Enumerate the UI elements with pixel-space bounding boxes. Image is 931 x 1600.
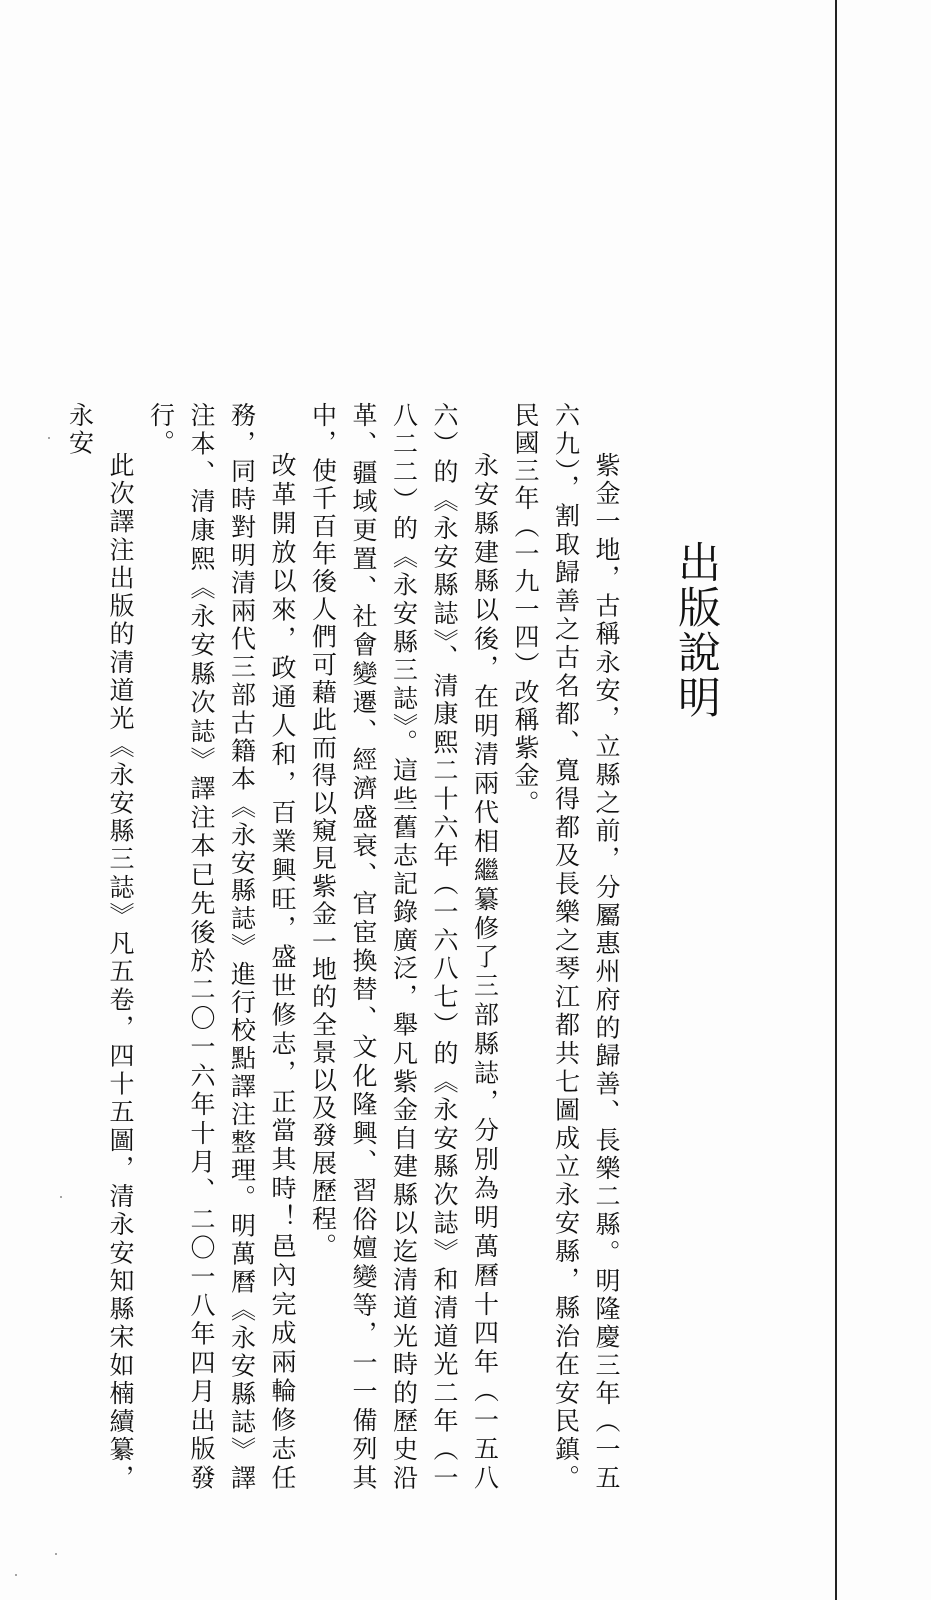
scan-speck [60, 1196, 62, 1198]
body-text [65, 402, 626, 1492]
page-title: 出版說明 [671, 540, 721, 720]
scan-speck [15, 1574, 17, 1576]
scan-speck [55, 1553, 57, 1555]
paragraph-1: 紫金一地，古稱永安，立縣之前，分屬惠州府的歸善、長樂二縣。明隆慶三年（一五六九），割取歸善之古名都、寬得都及長樂之琴江都共七圖成立永安縣，縣治在安民鎮。民國三年（一九一四）改稱紫金。 [511, 402, 621, 1492]
paragraph-4: 此次譯注出版的清道光《永安縣三誌》凡五卷，四十五圖，清永安知縣宋如楠續纂，永安 [65, 402, 135, 1492]
scan-speck [48, 437, 50, 439]
paragraph-2: 永安縣建縣以後，在明清兩代相繼纂修了三部縣誌，分別為明萬曆十四年（一五八六）的《永安縣誌》、清康熙二十六年（一六八七）的《永安縣次誌》和清道光二年（一八二二）的《永安縣三誌》。這些舊志記錄廣泛，舉凡紫金自建縣以迄清道光時的歷史沿革、疆域更置、社會變遷、經濟盛衰、官宦換替、文化隆興、習俗嬗變等，一一備列其中，使千百年後人們可藉此而得以窺見紫金一地的全景以及發展歷程。 [308, 402, 500, 1492]
page-edge-line [835, 0, 837, 1600]
paragraph-3: 改革開放以來，政通人和，百業興旺，盛世修志，正當其時！邑內完成兩輪修志任務，同時對明清兩代三部古籍本《永安縣誌》進行校點譯注整理。明萬曆《永安縣誌》譯注本、清康熙《永安縣次誌》譯注本已先後於二〇一六年十月、二〇一八年四月出版發行。 [146, 402, 297, 1492]
